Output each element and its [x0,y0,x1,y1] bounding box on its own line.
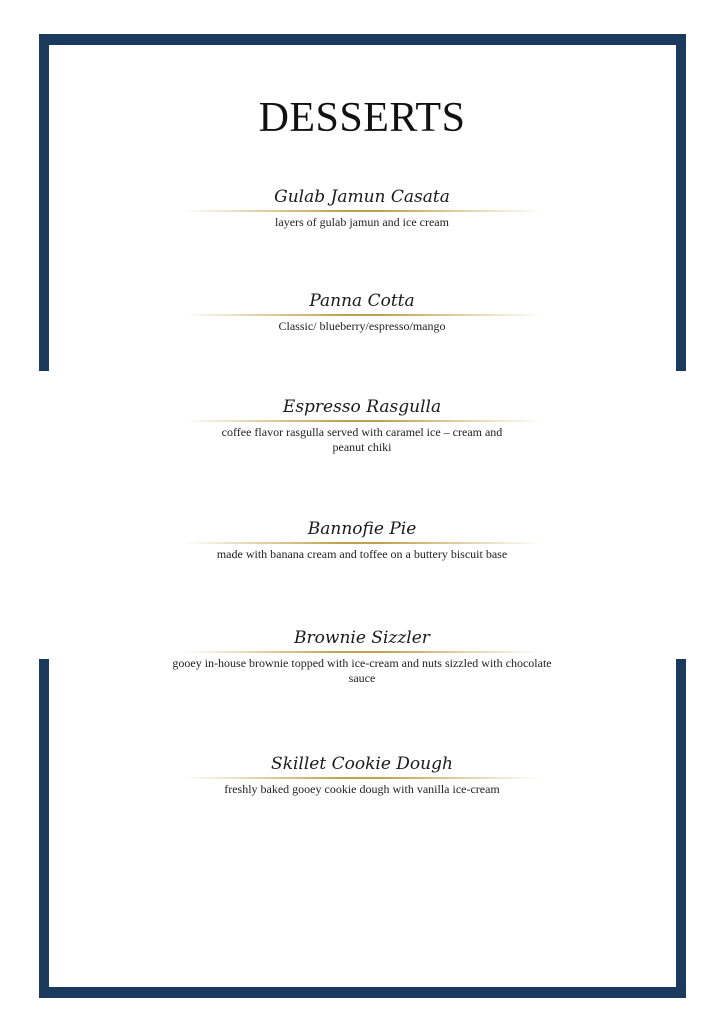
menu-item-brownie-sizzler [0,627,724,686]
gold-divider [182,542,542,544]
menu-item-name: Brownie Sizzler [294,628,430,648]
menu-item-name: Espresso Rasgulla [282,397,442,417]
page-title: DESSERTS [258,95,466,141]
frame-bottom-border [39,987,686,998]
menu-item-espresso-rasgulla [0,396,724,455]
menu-item-bannofie-pie [0,518,724,562]
menu-item-description: Classic/ blueberry/espresso/mango [278,319,446,333]
menu-item-description: gooey in-house brownie topped with ice-cream and nuts sizzled with chocolate sauce [172,656,552,685]
menu-item-name: Panna Cotta [309,291,415,311]
menu-item-gulab-jamun-casata [0,186,724,230]
frame-top-border [39,34,686,45]
menu-item-description: layers of gulab jamun and ice cream [275,215,449,229]
gold-divider [182,210,542,212]
gold-divider [182,777,542,779]
frame-left-lower-border [39,659,49,998]
menu-item-panna-cotta [0,290,724,334]
menu-item-name: Skillet Cookie Dough [271,754,453,774]
frame-right-lower-border [676,659,686,998]
menu-item-description: freshly baked gooey cookie dough with vanilla ice-cream [224,782,500,796]
menu-item-name: Bannofie Pie [307,519,417,539]
menu-item-description: made with banana cream and toffee on a buttery biscuit base [216,547,508,561]
gold-divider [182,420,542,422]
gold-divider [182,314,542,316]
menu-item-skillet-cookie-dough [0,753,724,797]
gold-divider [182,651,542,653]
menu-item-description: coffee flavor rasgulla served with caramel ice – cream and peanut chiki [221,425,503,454]
menu-item-name: Gulab Jamun Casata [274,187,450,207]
